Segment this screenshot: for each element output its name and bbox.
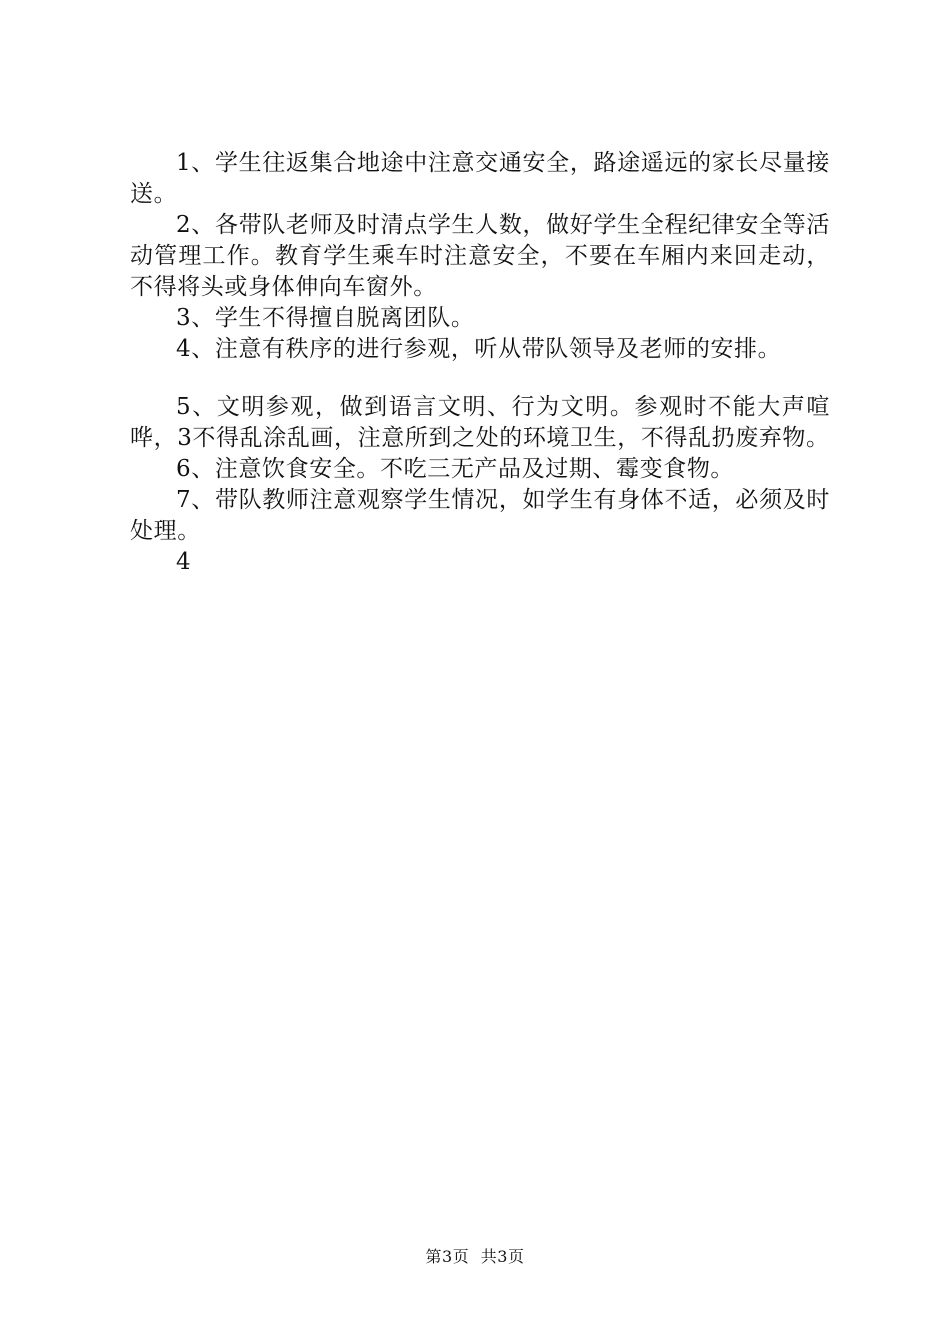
paragraph-4: 4、注意有秩序的进行参观，听从带队领导及老师的安排。 — [176, 336, 782, 362]
paragraph-3: 3、学生不得擅自脱离团队。 — [176, 305, 475, 331]
page-footer — [0, 1244, 950, 1267]
document-body — [130, 148, 830, 578]
page-number-total: 共3页 — [480, 1247, 525, 1266]
paragraph-8: 4 — [176, 549, 192, 575]
paragraph-1: 1、学生往返集合地途中注意交通安全，路途遥远的家长尽量接送。 — [130, 150, 830, 207]
paragraph-7: 7、带队教师注意观察学生情况，如学生有身体不适，必须及时处理。 — [130, 487, 830, 544]
paragraph-gap — [130, 365, 830, 392]
paragraph-5: 5、文明参观，做到语言文明、行为文明。参观时不能大声喧哗，3不得乱涂乱画，注意所到之处的环境卫生，不得乱扔废弃物。 — [130, 394, 830, 451]
paragraph-2: 2、各带队老师及时清点学生人数，做好学生全程纪律安全等活动管理工作。教育学生乘车时注意安全，不要在车厢内来回走动，不得将头或身体伸向车窗外。 — [130, 212, 830, 300]
page-number-current: 第3页 — [425, 1247, 470, 1266]
paragraph-6: 6、注意饮食安全。不吃三无产品及过期、霉变食物。 — [176, 456, 735, 482]
